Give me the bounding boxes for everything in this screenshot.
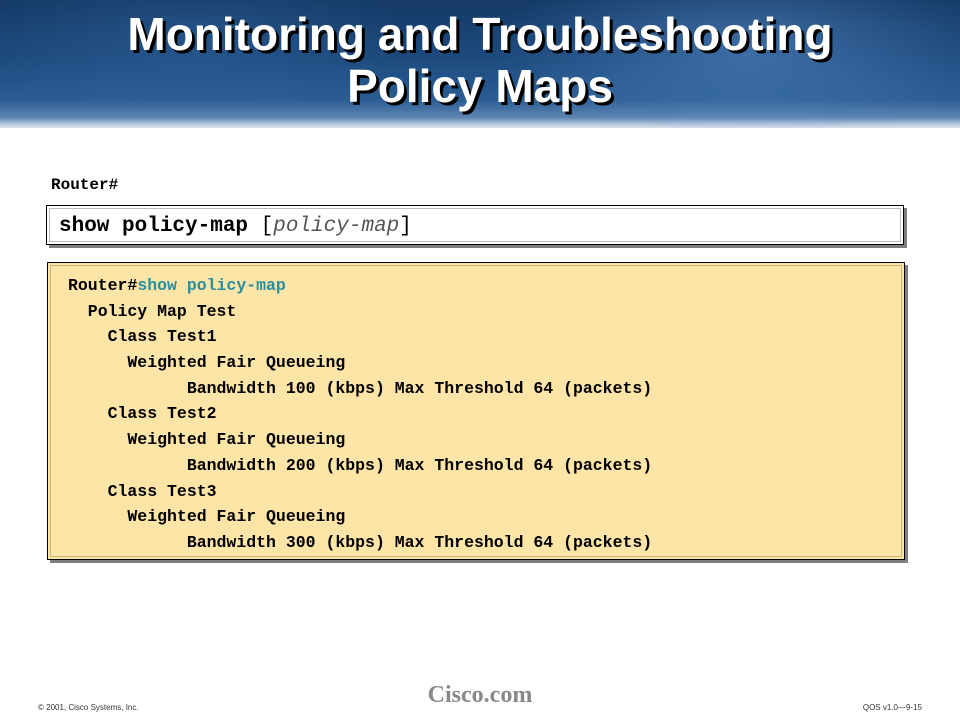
output-line: Class Test2 [68, 404, 217, 424]
router-prompt-label: Router# [51, 176, 119, 194]
output-line: Bandwidth 200 (kbps) Max Threshold 64 (packets) [68, 455, 653, 475]
output-line: Policy Map Test [68, 301, 237, 321]
output-prompt-line [68, 273, 652, 299]
command-output-box [47, 262, 905, 560]
command-output [68, 273, 652, 556]
slide-header [0, 0, 960, 128]
footer-brand-logo: Cisco.com [427, 682, 533, 708]
output-line: Weighted Fair Queueing [68, 353, 346, 373]
slide-title [0, 8, 960, 112]
command-keyword: show policy-map [59, 215, 249, 238]
command-syntax [59, 215, 412, 238]
output-command: show policy-map [137, 276, 286, 295]
output-line: Class Test1 [68, 327, 217, 347]
output-line: Bandwidth 100 (kbps) Max Threshold 64 (packets) [68, 378, 653, 398]
footer-course-code: QOS v1.0—9-15 [862, 703, 922, 712]
footer-copyright: © 2001, Cisco Systems, Inc. [38, 703, 139, 712]
slide-title-line2: Policy Maps [347, 60, 613, 112]
slide-title-line1: Monitoring and Troubleshooting [127, 8, 833, 60]
output-line: Weighted Fair Queueing [68, 430, 346, 450]
command-open-bracket: [ [260, 215, 274, 238]
command-syntax-box [46, 205, 904, 245]
command-parameter: policy-map [273, 215, 400, 238]
output-line: Class Test3 [68, 481, 217, 501]
output-prompt: Router# [68, 276, 138, 295]
output-line: Weighted Fair Queueing [68, 507, 346, 527]
output-line: Bandwidth 300 (kbps) Max Threshold 64 (packets) [68, 532, 653, 552]
command-close-bracket: ] [399, 215, 412, 238]
